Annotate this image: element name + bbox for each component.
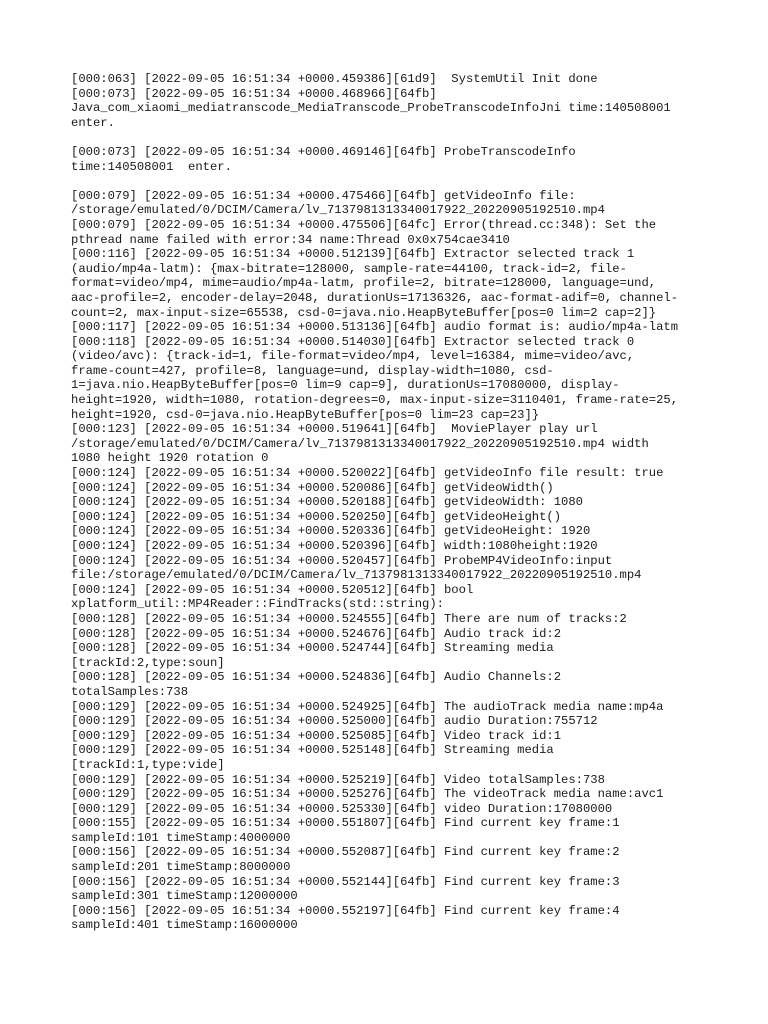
log-line: [000:129] [2022-09-05 16:51:34 +0000.525085][64fb] Video track id:1 bbox=[71, 728, 562, 743]
log-line: [000:116] [2022-09-05 16:51:34 +0000.512139][64fb] Extractor selected track 1 bbox=[71, 247, 635, 262]
log-line: time:140508001 enter. bbox=[71, 159, 232, 174]
blank-line bbox=[71, 174, 711, 189]
log-line: [000:155] [2022-09-05 16:51:34 +0000.551807][64fb] Find current key frame:1 bbox=[71, 816, 620, 831]
log-line: [000:129] [2022-09-05 16:51:34 +0000.525276][64fb] The videoTrack media name:avc1 bbox=[71, 787, 664, 802]
log-line: [000:079] [2022-09-05 16:51:34 +0000.475506][64fc] Error(thread.cc:348): Set the bbox=[71, 217, 657, 232]
log-line: [000:128] [2022-09-05 16:51:34 +0000.524676][64fb] Audio track id:2 bbox=[71, 626, 562, 641]
log-line: 1=java.nio.HeapByteBuffer[pos=0 lim=9 cap=9], durationUs=17080000, display- bbox=[71, 378, 620, 393]
log-line: frame-count=427, profile=8, language=und, display-width=1080, csd- bbox=[71, 363, 554, 378]
log-line: count=2, max-input-size=65538, csd-0=java.nio.HeapByteBuffer[pos=0 lim=2 cap=2]} bbox=[71, 305, 657, 320]
log-line: [000:073] [2022-09-05 16:51:34 +0000.468966][64fb] bbox=[71, 86, 437, 101]
log-line: file:/storage/emulated/0/DCIM/Camera/lv_7137981313340017922_20220905192510.mp4 bbox=[71, 568, 642, 583]
log-line: [000:124] [2022-09-05 16:51:34 +0000.520188][64fb] getVideoWidth: 1080 bbox=[71, 495, 583, 510]
log-line: (video/avc): {track-id=1, file-format=video/mp4, level=16384, mime=video/avc, bbox=[71, 349, 635, 364]
log-line: [000:129] [2022-09-05 16:51:34 +0000.524925][64fb] The audioTrack media name:mp4a bbox=[71, 699, 664, 714]
log-line: pthread name failed with error:34 name:Thread 0x0x754cae3410 bbox=[71, 232, 510, 247]
log-line: height=1920, csd-0=java.nio.HeapByteBuffer[pos=0 lim=23 cap=23]} bbox=[71, 407, 540, 422]
log-line: [000:128] [2022-09-05 16:51:34 +0000.524555][64fb] There are num of tracks:2 bbox=[71, 611, 627, 626]
log-line: [000:124] [2022-09-05 16:51:34 +0000.520086][64fb] getVideoWidth() bbox=[71, 480, 554, 495]
log-line: [000:128] [2022-09-05 16:51:34 +0000.524744][64fb] Streaming media bbox=[71, 641, 554, 656]
log-line: [000:156] [2022-09-05 16:51:34 +0000.552197][64fb] Find current key frame:4 bbox=[71, 903, 620, 918]
log-line: totalSamples:738 bbox=[71, 684, 189, 699]
log-line: height=1920, width=1080, rotation-degrees=0, max-input-size=3110401, frame-rate=25, bbox=[71, 393, 679, 408]
log-line: [000:124] [2022-09-05 16:51:34 +0000.520457][64fb] ProbeMP4VideoInfo:input bbox=[71, 553, 613, 568]
log-line: enter. bbox=[71, 115, 115, 130]
log-line: xplatform_util::MP4Reader::FindTracks(std::string): bbox=[71, 597, 444, 612]
log-line: [000:124] [2022-09-05 16:51:34 +0000.520512][64fb] bool bbox=[71, 582, 474, 597]
log-line: Java_com_xiaomi_mediatranscode_MediaTranscode_ProbeTranscodeInfoJni time:140508001 bbox=[71, 101, 671, 116]
log-line: [000:128] [2022-09-05 16:51:34 +0000.524836][64fb] Audio Channels:2 bbox=[71, 670, 562, 685]
log-line: [000:129] [2022-09-05 16:51:34 +0000.525000][64fb] audio Duration:755712 bbox=[71, 714, 598, 729]
log-line: [000:123] [2022-09-05 16:51:34 +0000.519641][64fb] MoviePlayer play url bbox=[71, 422, 598, 437]
log-line: sampleId:301 timeStamp:12000000 bbox=[71, 889, 298, 904]
log-line: [000:156] [2022-09-05 16:51:34 +0000.552144][64fb] Find current key frame:3 bbox=[71, 874, 620, 889]
log-line: [000:073] [2022-09-05 16:51:34 +0000.469146][64fb] ProbeTranscodeInfo bbox=[71, 144, 576, 159]
log-line: sampleId:101 timeStamp:4000000 bbox=[71, 830, 291, 845]
log-line: [000:079] [2022-09-05 16:51:34 +0000.475466][64fb] getVideoInfo file: bbox=[71, 188, 576, 203]
log-line: 1080 height 1920 rotation 0 bbox=[71, 451, 269, 466]
log-line: aac-profile=2, encoder-delay=2048, durationUs=17136326, aac-format-adif=0, channel- bbox=[71, 290, 679, 305]
log-line: /storage/emulated/0/DCIM/Camera/lv_7137981313340017922_20220905192510.mp4 width bbox=[71, 436, 649, 451]
log-document bbox=[71, 72, 711, 933]
log-line: [000:129] [2022-09-05 16:51:34 +0000.525330][64fb] video Duration:17080000 bbox=[71, 801, 613, 816]
blank-line bbox=[71, 130, 711, 145]
log-line: [000:124] [2022-09-05 16:51:34 +0000.520022][64fb] getVideoInfo file result: true bbox=[71, 466, 664, 481]
log-line: format=video/mp4, mime=audio/mp4a-latm, profile=2, bitrate=128000, language=und, bbox=[71, 276, 657, 291]
log-line: (audio/mp4a-latm): {max-bitrate=128000, sample-rate=44100, track-id=2, file- bbox=[71, 261, 627, 276]
log-line: [trackId:2,type:soun] bbox=[71, 655, 225, 670]
log-line: [000:156] [2022-09-05 16:51:34 +0000.552087][64fb] Find current key frame:2 bbox=[71, 845, 620, 860]
log-line: sampleId:401 timeStamp:16000000 bbox=[71, 918, 298, 933]
log-line: [000:063] [2022-09-05 16:51:34 +0000.459386][61d9] SystemUtil Init done bbox=[71, 72, 598, 86]
log-line: [000:124] [2022-09-05 16:51:34 +0000.520250][64fb] getVideoHeight() bbox=[71, 509, 562, 524]
log-line: sampleId:201 timeStamp:8000000 bbox=[71, 860, 291, 875]
log-line: [000:124] [2022-09-05 16:51:34 +0000.520396][64fb] width:1080height:1920 bbox=[71, 539, 598, 553]
log-line: [000:118] [2022-09-05 16:51:34 +0000.514030][64fb] Extractor selected track 0 bbox=[71, 334, 635, 349]
log-line: [trackId:1,type:vide] bbox=[71, 757, 225, 772]
log-line: [000:117] [2022-09-05 16:51:34 +0000.513136][64fb] audio format is: audio/mp4a-latm bbox=[71, 320, 679, 335]
log-line: [000:129] [2022-09-05 16:51:34 +0000.525148][64fb] Streaming media bbox=[71, 743, 554, 758]
log-line: [000:124] [2022-09-05 16:51:34 +0000.520336][64fb] getVideoHeight: 1920 bbox=[71, 524, 591, 539]
log-line: [000:129] [2022-09-05 16:51:34 +0000.525219][64fb] Video totalSamples:738 bbox=[71, 772, 605, 787]
log-line: /storage/emulated/0/DCIM/Camera/lv_7137981313340017922_20220905192510.mp4 bbox=[71, 203, 605, 218]
